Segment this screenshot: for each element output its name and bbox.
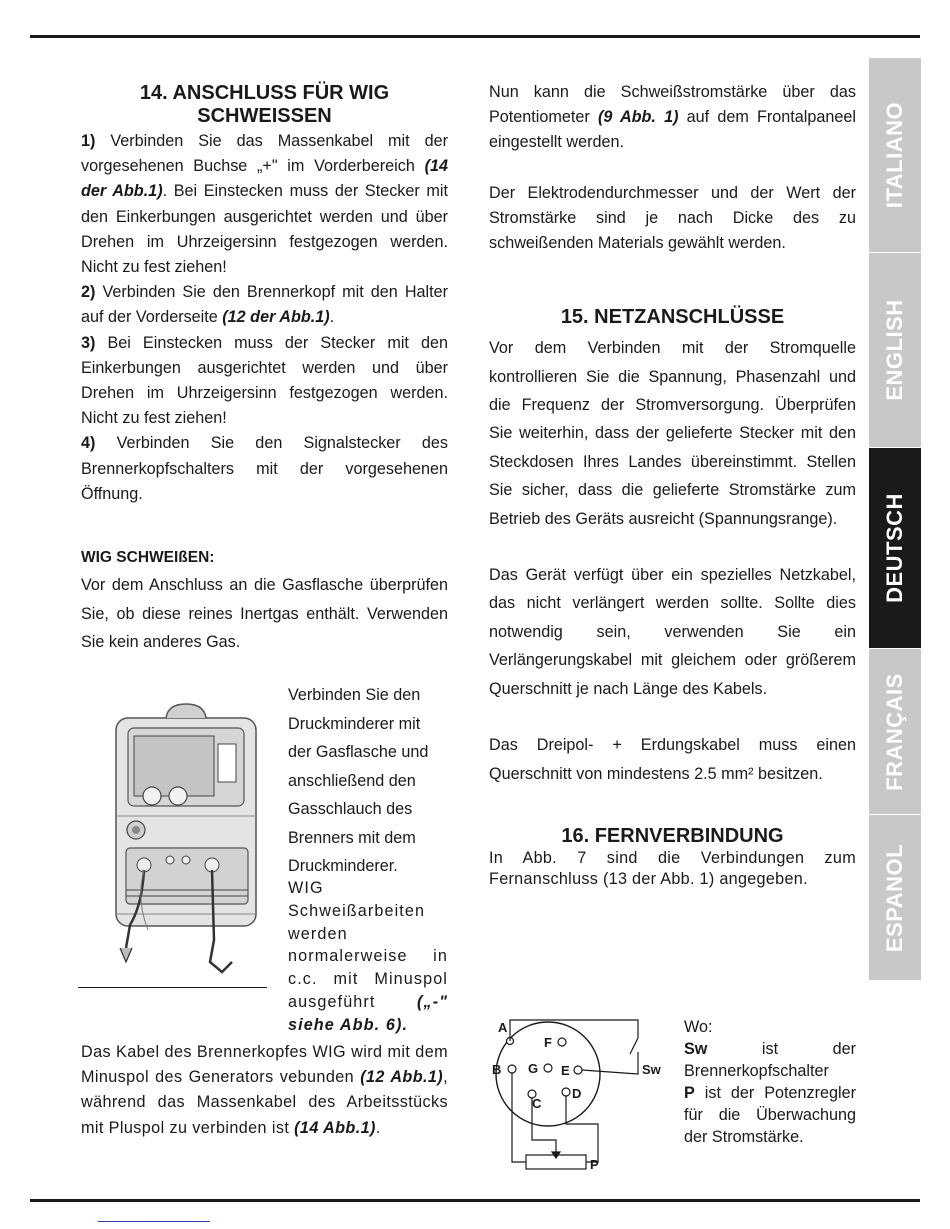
switch-label: Sw (642, 1062, 661, 1077)
pin-a-label: A (498, 1020, 508, 1035)
figure-caption-rule (78, 987, 267, 988)
welder-machine-illustration (108, 700, 266, 985)
section-15-paragraph-1: Vor dem Verbinden mit der Stromquelle kontrollieren Sie die Spannung, Phasenzahl und die Frequenz der Stromversorgung. Überprüfen Sie weiterhin, dass der gelieferte Stecker mit den Steckdosen Ihres Landes übereinstimmt. Stellen Sie sicher, dass die gelieferte Stromstärke zum Betrieb des Geräts ausreicht (Spannungsrange). (489, 339, 856, 528)
language-tabs (869, 58, 921, 980)
pin-e-label: E (561, 1063, 570, 1078)
section-14-title-line1: 14. ANSCHLUSS FÜR WIG (139, 82, 390, 104)
footer-link-underline (98, 1221, 210, 1222)
legend-p-text: ist der Potenzregler für die Überwachung der Stromstärke. (684, 1084, 856, 1146)
wig-heading: WIG SCHWEIßEN: (81, 549, 215, 567)
cable-text-a: Das Kabel des Brennerkopfes WIG wird mit dem Minuspol des Generators vebunden (81, 1043, 448, 1087)
figure-text-2-ref: („-" siehe Abb. 6). (288, 992, 448, 1034)
intro-1-text-b: auf dem Frontalpaneel eingestellt werden. (489, 108, 856, 152)
section-15-title: 15. NETZANSCHLÜSSE (560, 306, 785, 329)
step-2-text-a: Verbinden Sie den Brennerkopf mit den Halter auf der Vorderseite (81, 283, 448, 327)
step-2-text-b: . (329, 308, 335, 327)
pin-c-label: C (532, 1096, 542, 1111)
intro-paragraph-1 (489, 80, 856, 156)
section-16-title: 16. FERNVERBINDUNG (561, 824, 784, 847)
cable-text-b: , während das Massenkabel des Arbeitsstücks mit Pluspol zu verbinden ist (81, 1068, 448, 1137)
bottom-rule (30, 1199, 920, 1202)
step-1 (81, 129, 448, 280)
tab-espanol[interactable] (869, 815, 921, 980)
figure-text-2a: WIG Schweißarbeiten werden normalerweise in c.c. mit Minuspol ausgeführt (288, 879, 448, 1011)
intro-1-ref: (9 Abb. 1) (597, 108, 679, 127)
figure-text-2 (288, 877, 448, 1037)
pin-f-label: F (544, 1035, 552, 1050)
legend-sw-text: ist der Brennerkopfschalter (684, 1040, 856, 1080)
intro-paragraph-2: Der Elektrodendurchmesser und der Wert der Stromstärke sind je nach Dicke des zu schweißenden Materials gewählt werden. (489, 183, 856, 253)
step-2 (81, 280, 448, 330)
section-15-paragraph-2: Das Gerät verfügt über ein spezielles Netzkabel, das nicht verlängert werden sollte. Sollte dies notwendig sein, verwenden Sie ein Verlängerungskabel mit gleichem oder größerem Querschnitt je nach Länge des Kabels. (489, 566, 856, 698)
step-4 (81, 431, 448, 507)
step-4-text: Verbinden Sie den Signalstecker des Brennerkopfschalters mit der vorgesehenen Öffnung. (81, 434, 448, 503)
tab-francais-label: FRANÇAIS (882, 672, 907, 791)
top-rule (30, 35, 920, 38)
step-2-number: 2) (81, 283, 96, 302)
tab-english-label: ENGLISH (882, 299, 907, 401)
pin-g-label: G (528, 1061, 539, 1076)
step-3 (81, 331, 448, 432)
step-1-ref: (14 der Abb.1) (81, 157, 448, 201)
wig-paragraph: Vor dem Anschluss an die Gasflasche überprüfen Sie, ob diese reines Inertgas enthält. Verwenden Sie kein anderes Gas. (81, 576, 448, 652)
step-3-text: Bei Einstecken muss der Stecker mit den Einkerbungen ausgerichtet werden und über Drehen im Uhrzeigersinn festgezogen werden. Nicht zu fest ziehen! (81, 333, 448, 428)
cable-ref-2: (14 Abb.1) (294, 1118, 376, 1137)
section-14-title-line2: SCHWEISSEN (197, 105, 332, 127)
legend-wo: Wo: (684, 1018, 713, 1036)
figure-text-1: Verbinden Sie den Druckminderer mit der Gasflasche und anschließend den Gasschlauch des Brenners mit dem Druckminderer. (288, 686, 429, 875)
step-3-number: 3) (81, 333, 96, 352)
section-15-paragraph-3: Das Dreipol- + Erdungskabel muss einen Querschnitt von mindestens 2.5 mm² besitzen. (489, 736, 856, 783)
step-4-number: 4) (81, 434, 96, 453)
schematic-legend (684, 1016, 856, 1148)
section-16-paragraph: In Abb. 7 sind die Verbindungen zum Fernanschluss (13 der Abb. 1) angegeben. (489, 848, 856, 888)
tab-francais[interactable] (869, 649, 921, 814)
remote-connector-schematic (490, 1012, 680, 1184)
cable-text-c: . (375, 1118, 381, 1137)
tab-italiano[interactable] (869, 58, 921, 252)
pin-b-label: B (492, 1062, 502, 1077)
intro-1-text-a: Nun kann die Schweißstromstärke über das Potentiometer (489, 83, 856, 127)
section-14-title (81, 82, 448, 128)
pot-label: P (590, 1157, 599, 1172)
legend-sw-label: Sw (684, 1040, 708, 1058)
tab-deutsch[interactable] (869, 448, 921, 648)
pin-d-label: D (572, 1086, 582, 1101)
tab-english[interactable] (869, 253, 921, 447)
cable-paragraph (81, 1040, 448, 1141)
step-1-text-a: Verbinden Sie das Massenkabel mit der vorgesehenen Buchse „+" im Vorderbereich (81, 132, 448, 176)
tab-espanol-label: ESPANOL (882, 843, 907, 952)
legend-p-label: P (684, 1084, 695, 1102)
tab-deutsch-label: DEUTSCH (882, 493, 907, 603)
tab-italiano-label: ITALIANO (882, 101, 907, 209)
step-1-text-b: . Bei Einstecken muss der Stecker mit den Einkerbungen ausgerichtet werden und über Drehen im Uhrzeigersinn festgezogen werden. Nicht zu fest ziehen! (81, 182, 448, 277)
step-1-number: 1) (81, 132, 96, 150)
step-2-ref: (12 der Abb.1) (222, 308, 330, 327)
cable-ref-1: (12 Abb.1) (360, 1068, 444, 1087)
